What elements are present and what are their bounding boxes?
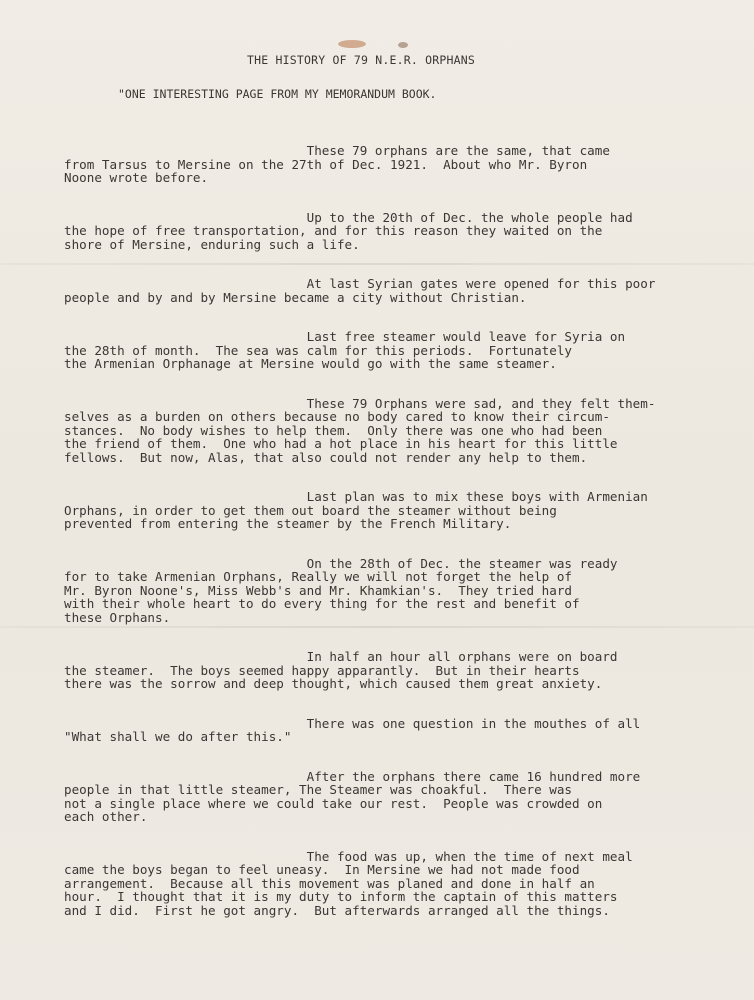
text-line: arrangement. Because all this movement was planed and done in half an (64, 875, 595, 891)
text-line: On the 28th of Dec. the steamer was ready (64, 555, 618, 571)
paragraph (64, 717, 720, 744)
text-line: the Armenian Orphanage at Mersine would go with the same steamer. (64, 356, 557, 371)
text-line: people and by and by Mersine became a city without Christian. (64, 289, 527, 305)
text-line: The food was up, when the time of next meal (64, 848, 633, 864)
ink-stain (338, 40, 366, 48)
text-line: for to take Armenian Orphans, Really we will not forget the help of (64, 569, 572, 584)
text-line: the steamer. The boys seemed happy apparantly. But in their hearts (64, 662, 580, 678)
text-line: After the orphans there came 16 hundred more (64, 768, 641, 784)
text-line: prevented from entering the steamer by the French Military. (64, 516, 512, 531)
text-line: At last Syrian gates were opened for this poor (64, 276, 656, 291)
text-line: selves as a burden on others because no body cared to know their circum- (64, 409, 610, 424)
text-line: Last plan was to mix these boys with Armenian (64, 489, 648, 504)
paragraph (64, 211, 720, 252)
text-line: "What shall we do after this." (64, 729, 292, 744)
paragraph-gap (64, 251, 720, 277)
paragraph (64, 490, 720, 531)
text-line: hour. I thought that it is my duty to inform the captain of this matters (64, 889, 618, 904)
text-line: Up to the 20th of Dec. the whole people had (64, 209, 633, 225)
text-line: these Orphans. (64, 609, 171, 625)
paragraph-gap (64, 624, 720, 650)
text-line: stances. No body wishes to help them. Only there was one who had been (64, 422, 603, 438)
document-body (64, 144, 720, 917)
text-line: each other. (64, 809, 148, 824)
text-line: from Tarsus to Mersine on the 27th of Dec. 1921. About who Mr. Byron (64, 156, 588, 172)
text-line: Mr. Byron Noone's, Miss Webb's and Mr. Khamkian's. They tried hard (64, 582, 572, 598)
paragraph (64, 397, 720, 465)
ink-mark (398, 42, 408, 48)
paragraph (64, 557, 720, 625)
paragraph (64, 277, 720, 304)
document-subtitle: "ONE INTERESTING PAGE FROM MY MEMORANDUM BOOK. (118, 87, 437, 101)
paragraph-gap (64, 531, 720, 557)
document-title: THE HISTORY OF 79 N.E.R. ORPHANS (247, 53, 475, 67)
paragraph-gap (64, 744, 720, 770)
paragraph (64, 770, 720, 824)
paragraph-gap (64, 304, 720, 330)
paragraph-gap (64, 464, 720, 490)
text-line: fellows. But now, Alas, that also could not render any help to them. (64, 449, 588, 465)
text-line: shore of Mersine, enduring such a life. (64, 236, 360, 252)
text-line: In half an hour all orphans were on board (64, 649, 618, 664)
text-line: and I did. First he got angry. But afterwards arranged all the things. (64, 902, 610, 918)
text-line: people in that little steamer, The Steamer was choakful. There was (64, 782, 572, 797)
paragraph-gap (64, 185, 720, 211)
text-line: with their whole heart to do every thing for the rest and benefit of (64, 596, 580, 611)
text-line: Noone wrote before. (64, 170, 209, 185)
paragraph-gap (64, 371, 720, 397)
text-line: There was one question in the mouthes of all (64, 715, 641, 731)
text-line: Last free steamer would leave for Syria on (64, 329, 626, 344)
paragraph-gap (64, 691, 720, 717)
text-line: These 79 Orphans were sad, and they felt them- (64, 395, 656, 411)
paragraph-gap (64, 824, 720, 850)
text-line: the 28th of month. The sea was calm for this periods. Fortunately (64, 342, 572, 358)
paragraph (64, 144, 720, 185)
paragraph (64, 850, 720, 918)
text-line: Orphans, in order to get them out board the steamer without being (64, 502, 557, 518)
text-line: not a single place where we could take our rest. People was crowded on (64, 795, 603, 811)
text-line: These 79 orphans are the same, that came (64, 143, 610, 158)
paragraph (64, 650, 720, 691)
text-line: the friend of them. One who had a hot place in his heart for this little (64, 436, 618, 451)
text-line: came the boys began to feel uneasy. In Mersine we had not made food (64, 862, 580, 877)
paragraph (64, 330, 720, 371)
text-line: there was the sorrow and deep thought, which caused them great anxiety. (64, 676, 603, 691)
text-line: the hope of free transportation, and for this reason they waited on the (64, 223, 603, 238)
